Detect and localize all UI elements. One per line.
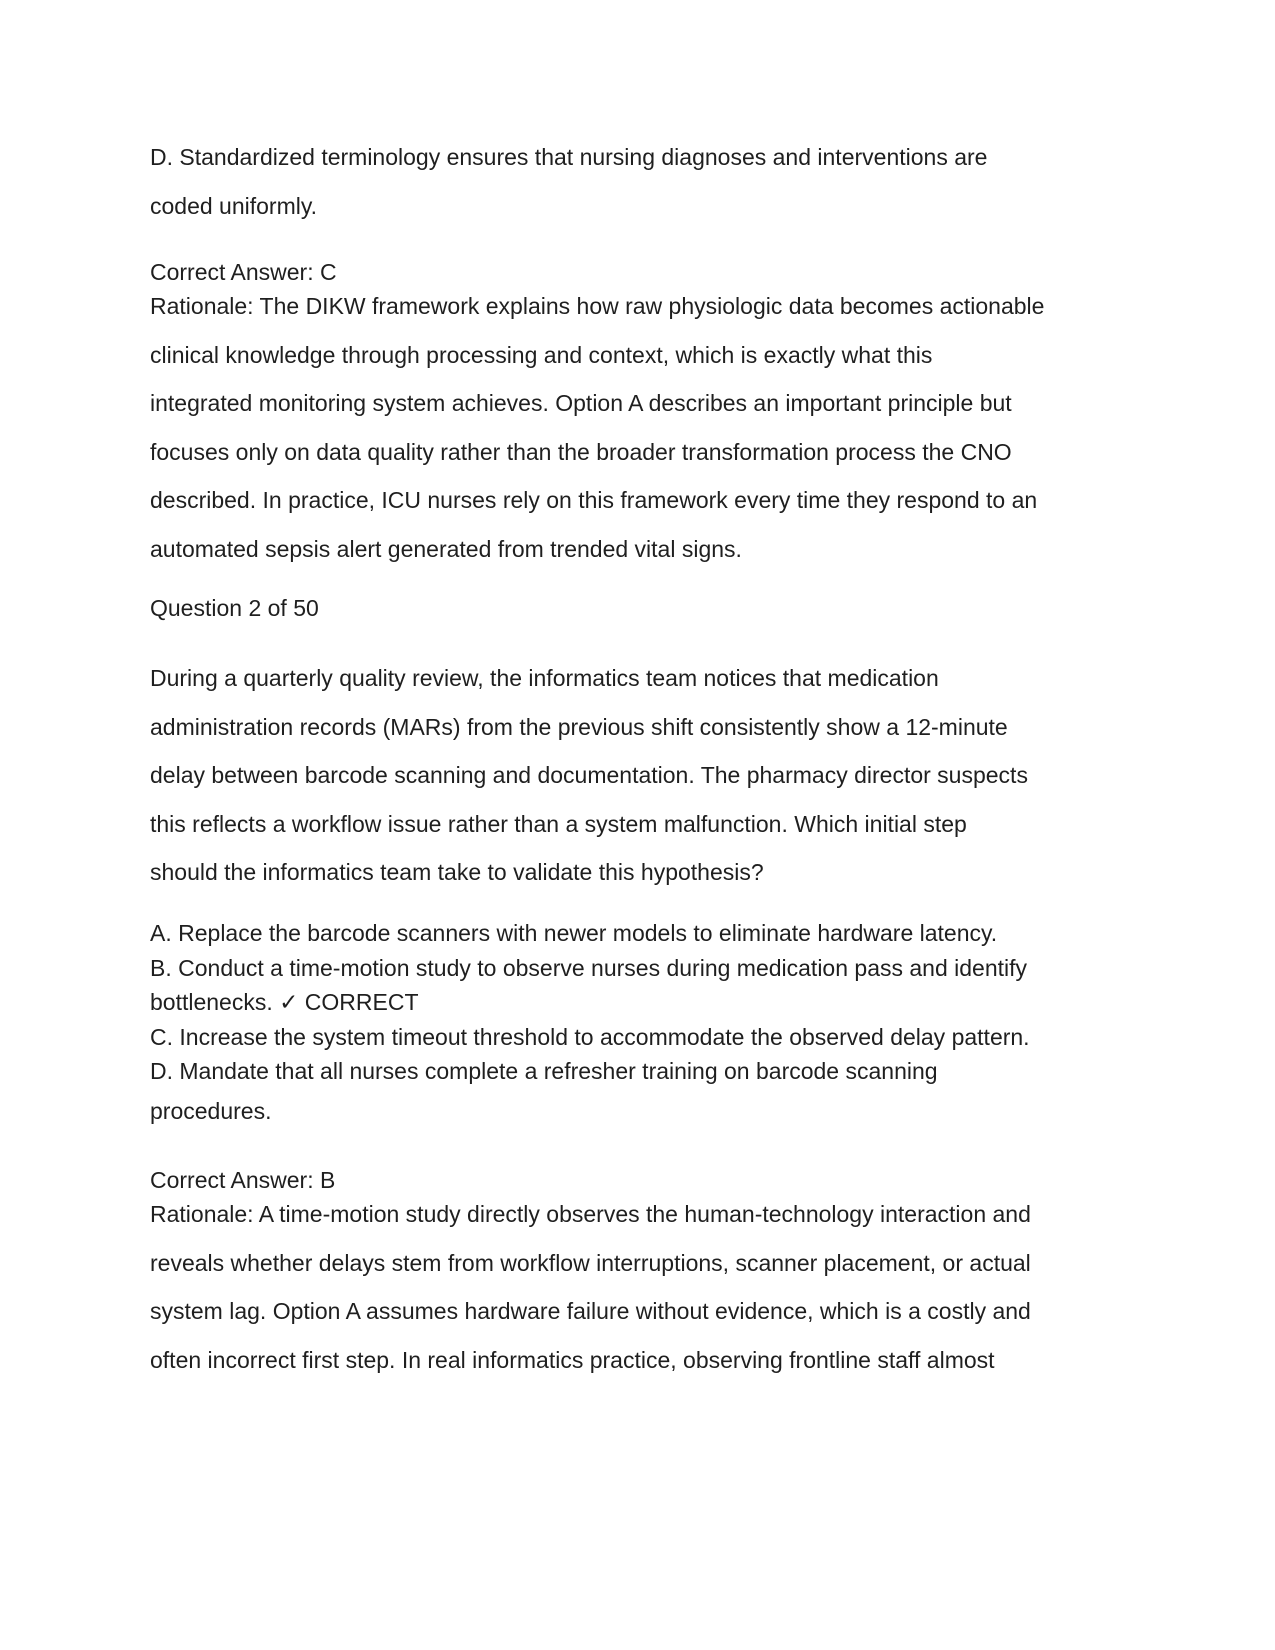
correct-answer-label: Correct Answer: B <box>150 1167 336 1193</box>
correct-answer-label: Correct Answer: C <box>150 259 337 285</box>
option-b-continued: bottlenecks. ✓ CORRECT <box>150 989 419 1015</box>
text-line: D. Standardized terminology ensures that nursing diagnoses and interventions are <box>150 144 988 170</box>
text-line: automated sepsis alert generated from trended vital signs. <box>150 535 742 562</box>
text-line: administration records (MARs) from the previous shift consistently show a 12-minute <box>150 713 1008 740</box>
text-line: Rationale: The DIKW framework explains how raw physiologic data becomes actionable <box>150 293 1045 319</box>
text-line: During a quarterly quality review, the informatics team notices that medication <box>150 665 939 691</box>
q2-rationale <box>150 1190 1130 1384</box>
q2-stem <box>150 654 1130 897</box>
question-heading <box>150 584 1130 633</box>
text-line: often incorrect first step. In real informatics practice, observing frontline staff almost <box>150 1346 995 1373</box>
q2-options <box>150 916 1130 1089</box>
option-a: A. Replace the barcode scanners with newer models to eliminate hardware latency. <box>150 920 998 946</box>
q1-option-d <box>150 133 1130 230</box>
text-line: coded uniformly. <box>150 192 318 219</box>
text-line: reveals whether delays stem from workflow interruptions, scanner placement, or actual <box>150 1249 1031 1276</box>
q2-option-d-continued <box>150 1087 1130 1136</box>
text-line: delay between barcode scanning and documentation. The pharmacy director suspects <box>150 762 1028 788</box>
text-line: procedures. <box>150 1098 272 1124</box>
q1-rationale <box>150 282 1130 573</box>
option-d: D. Mandate that all nurses complete a refresher training on barcode scanning <box>150 1058 938 1084</box>
text-line: integrated monitoring system achieves. Option A describes an important principle but <box>150 390 1012 416</box>
text-line: focuses only on data quality rather than the broader transformation process the CNO <box>150 438 1012 465</box>
option-b: B. Conduct a time-motion study to observe nurses during medication pass and identify <box>150 954 1028 981</box>
text-line: should the informatics team take to validate this hypothesis? <box>150 859 764 885</box>
text-line: Rationale: A time-motion study directly observes the human-technology interaction and <box>150 1201 1031 1227</box>
question-number: Question 2 of 50 <box>150 595 319 621</box>
text-line: described. In practice, ICU nurses rely on this framework every time they respond to an <box>150 487 1038 513</box>
option-c: C. Increase the system timeout threshold to accommodate the observed delay pattern. <box>150 1023 1030 1050</box>
text-line: this reflects a workflow issue rather than a system malfunction. Which initial step <box>150 810 967 837</box>
text-line: system lag. Option A assumes hardware failure without evidence, which is a costly and <box>150 1298 1031 1324</box>
text-line: clinical knowledge through processing and context, which is exactly what this <box>150 341 933 368</box>
